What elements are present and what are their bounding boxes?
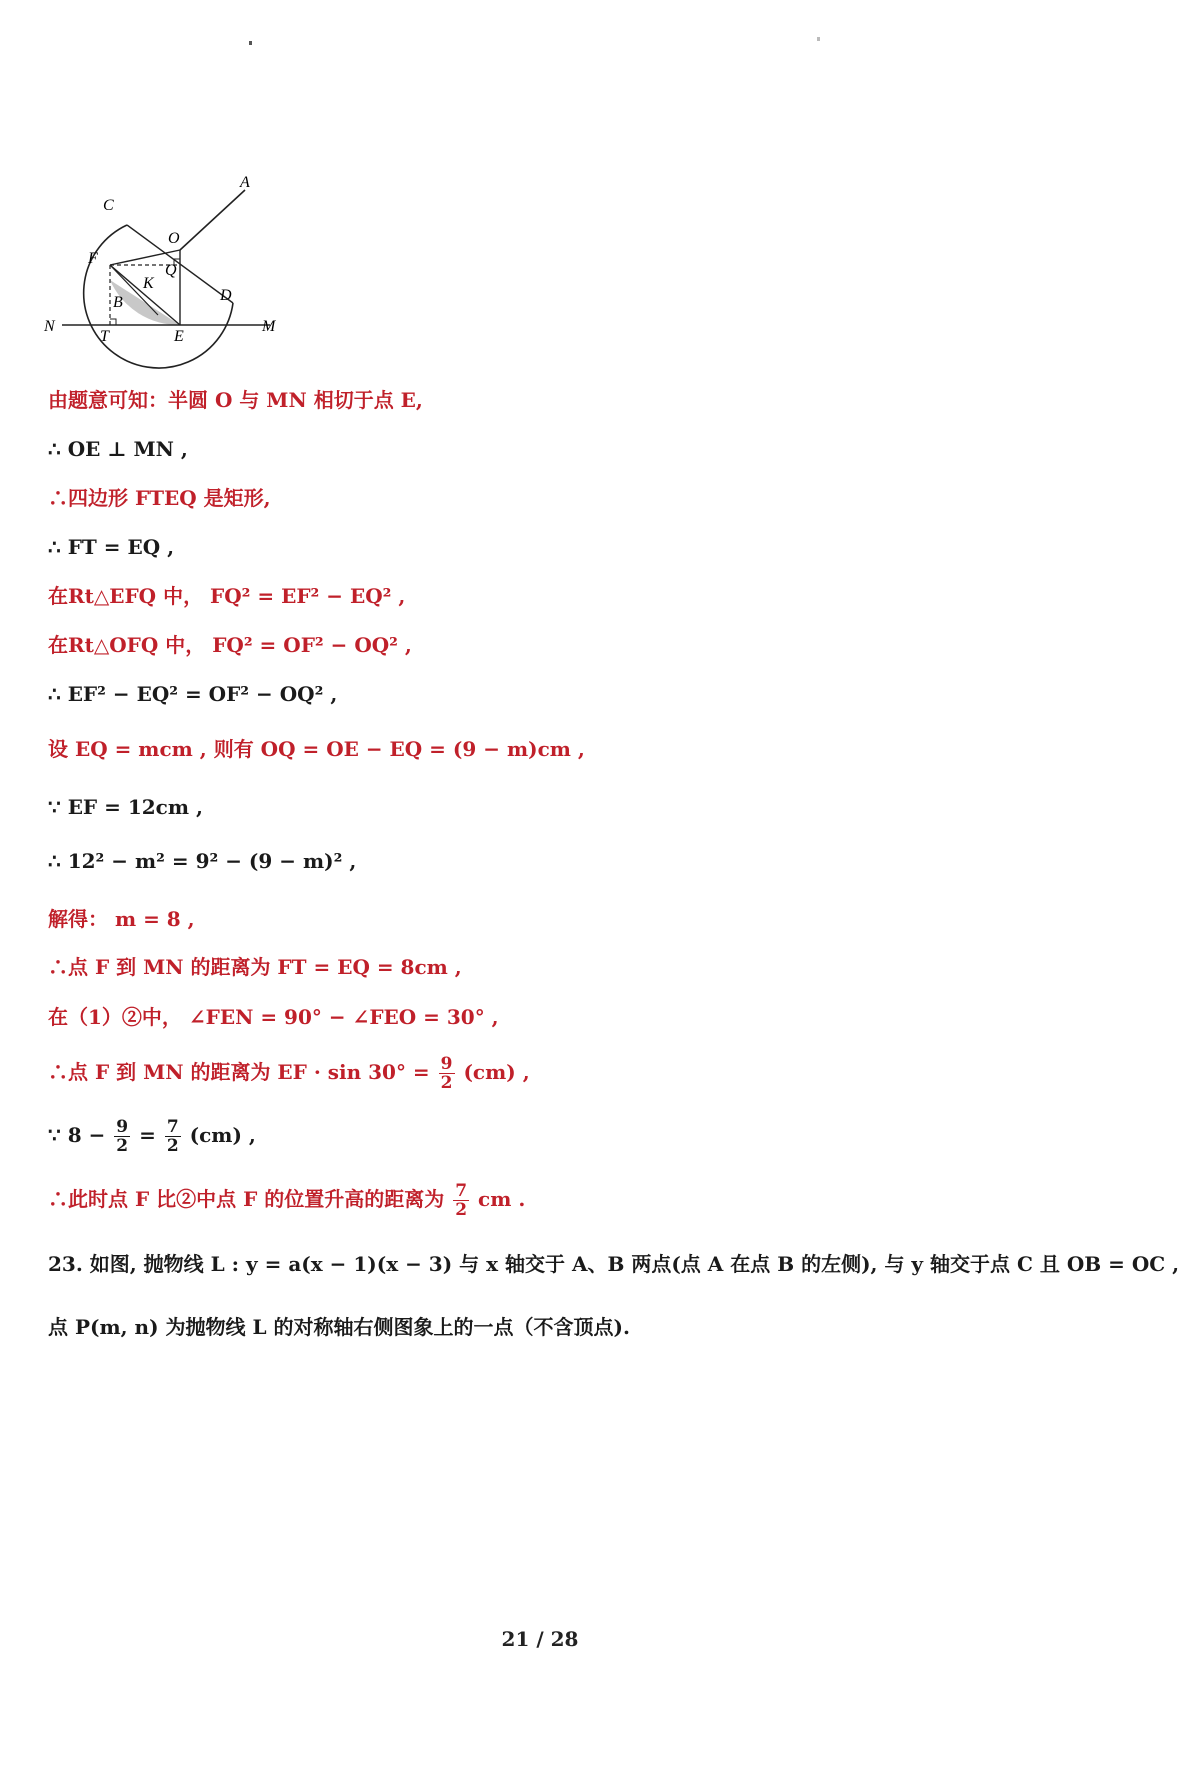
question-23-line-1: 23. 如图, 抛物线 L : y = a(x − 1)(x − 3) 与 x 轴交于 A、B 两点(点 A 在点 B 的左侧), 与 y 轴交于点 C 且 OB = OC , xyxy=(48,1252,1179,1276)
solution-line-9: ∵ EF = 12cm , xyxy=(48,795,203,819)
label-e: E xyxy=(174,328,184,345)
solution-line-3: ∴四边形 FTEQ 是矩形, xyxy=(48,486,271,510)
label-k: K xyxy=(143,275,154,292)
solution-line-16 xyxy=(48,1182,525,1219)
label-f: F xyxy=(88,250,98,267)
scan-dot xyxy=(249,41,252,45)
fraction-7-2: $\frac{7}{2}$ xyxy=(166,1117,179,1156)
label-o: O xyxy=(168,230,180,247)
solution-line-14 xyxy=(48,1055,530,1092)
label-q: Q xyxy=(165,262,177,279)
label-b: B xyxy=(113,294,123,311)
line-15-text: ∵ 8 − xyxy=(48,1123,106,1147)
solution-line-2: ∴ OE ⊥ MN , xyxy=(48,437,188,461)
solution-line-8: 设 EQ = mcm , 则有 OQ = OE − EQ = (9 − m)cm , xyxy=(48,737,585,761)
fraction-7-2: $\frac{7}{2}$ xyxy=(455,1181,468,1220)
fraction-9-2: $\frac{9}{2}$ xyxy=(440,1054,453,1093)
line-16-text: ∴此时点 F 比②中点 F 的位置升高的距离为 xyxy=(48,1187,445,1211)
solution-line-1: 由题意可知：半圆 O 与 MN 相切于点 E, xyxy=(48,388,423,412)
solution-line-6: 在Rt△OFQ 中， FQ² = OF² − OQ² , xyxy=(48,633,412,657)
ray-oa xyxy=(180,190,245,250)
label-a: A xyxy=(240,174,250,191)
question-23-line-2: 点 P(m, n) 为抛物线 L 的对称轴右侧图象上的一点（不含顶点). xyxy=(48,1315,630,1339)
solution-line-10: ∴ 12² − m² = 9² − (9 − m)² , xyxy=(48,849,357,873)
geometry-figure xyxy=(40,174,320,375)
line-14-text: ∴点 F 到 MN 的距离为 EF · sin 30° = xyxy=(48,1060,430,1084)
line-14-unit: (cm) , xyxy=(463,1060,530,1084)
solution-line-5: 在Rt△EFQ 中， FQ² = EF² − EQ² , xyxy=(48,584,406,608)
solution-line-12: ∴点 F 到 MN 的距离为 FT = EQ = 8cm , xyxy=(48,955,462,979)
fraction-9-2: $\frac{9}{2}$ xyxy=(116,1117,129,1156)
solution-line-7: ∴ EF² − EQ² = OF² − OQ² , xyxy=(48,682,338,706)
label-t: T xyxy=(100,328,109,345)
label-n: N xyxy=(44,318,55,335)
label-m: M xyxy=(262,318,276,335)
line-15-unit: (cm) , xyxy=(189,1123,256,1147)
page-number: 21 / 28 xyxy=(501,1627,579,1651)
right-angle-t xyxy=(110,319,116,325)
solution-line-11: 解得： m = 8 , xyxy=(48,907,195,931)
solution-line-15 xyxy=(48,1118,256,1155)
solution-line-4: ∴ FT = EQ , xyxy=(48,535,175,559)
label-d: D xyxy=(220,287,232,304)
label-c: C xyxy=(103,197,114,214)
solution-line-13: 在（1）②中， ∠FEN = 90° − ∠FEO = 30° , xyxy=(48,1005,499,1029)
scan-dot xyxy=(817,37,820,41)
line-15-equals: = xyxy=(139,1123,156,1147)
line-16-unit: cm . xyxy=(478,1187,526,1211)
semicircle-arc xyxy=(84,225,233,368)
